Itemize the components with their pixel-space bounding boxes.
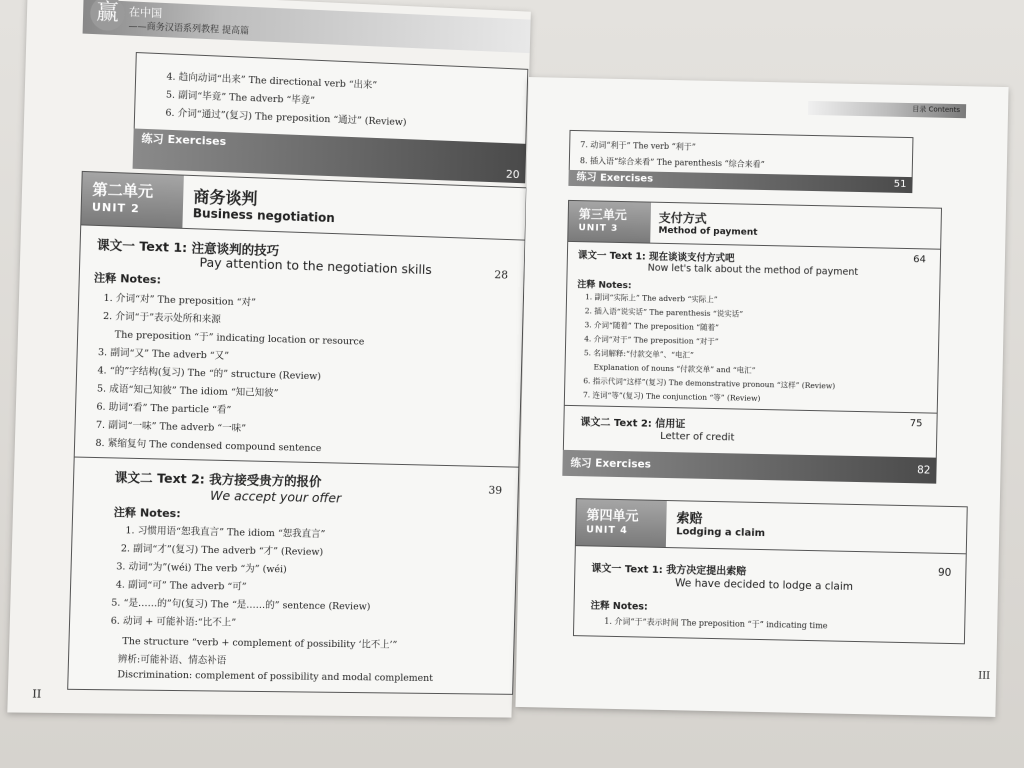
note-item: 7. 连词“等”(复习) The conjunction “等” (Review) <box>582 390 761 403</box>
book-logo: 赢 <box>90 0 125 31</box>
text1-notes-heading: 注释 Notes: <box>577 280 632 292</box>
unit4-header <box>576 499 967 554</box>
note-item: 2. 副词“才”(复习) The adverb “才” (Review) <box>120 543 324 558</box>
note-item: 4. 趋向动词“出来” The directional verb “出来” <box>166 71 378 92</box>
text1-english: We have decided to lodge a claim <box>674 577 854 593</box>
note-item: 4. “的”字结构(复习) The “的” structure (Review) <box>97 365 322 383</box>
exercises-page: 82 <box>916 464 931 477</box>
text-divider <box>75 457 519 468</box>
unit3-header <box>568 201 941 250</box>
note-item: Explanation of nouns “付款交单” and “电汇” <box>593 362 756 375</box>
note-item: 3. 动词“为”(wéi) The verb “为” (wéi) <box>116 561 287 576</box>
text2-heading: 课文二 Text 2: 我方接受贵方的报价 <box>114 469 322 490</box>
unit4-number-en: UNIT 4 <box>586 524 628 537</box>
note-item: 8. 紧缩复句 The condensed compound sentence <box>95 437 322 455</box>
unit2-header <box>81 172 526 241</box>
note-item: 6. 介词“通过”(复习) The preposition “通过” (Review) <box>165 107 407 129</box>
unit3-title-cn: 支付方式 <box>658 210 707 226</box>
note-item: 1. 副词“实际上” The adverb “实际上” <box>584 292 718 305</box>
note-item: 5. 副词“毕竟” The adverb “毕竟” <box>165 89 316 107</box>
unit4-title-en: Lodging a claim <box>676 526 766 540</box>
exercises-page: 51 <box>893 178 907 190</box>
text2-english: We accept your offer <box>209 487 342 506</box>
note-item: The structure “verb + complement of possibility ‘比不上’” <box>122 636 398 651</box>
note-item: 6. 动词 + 可能补语:“比不上” <box>110 615 237 629</box>
text1-page: 64 <box>913 254 927 266</box>
text2-notes-heading: 注释 Notes: <box>113 505 181 521</box>
note-item: 8. 插入语“综合来看” The parenthesis “综合来看” <box>579 156 765 170</box>
unit2-title-cn: 商务谈判 <box>193 187 258 209</box>
text1-heading: 课文一 Text 1: 现在谈谈支付方式吧 <box>577 250 735 265</box>
note-item: 6. 指示代词“这样”(复习) The demonstrative pronoun “这样” (Review) <box>583 376 836 391</box>
text1-english: Pay attention to the negotiation skills <box>199 254 432 278</box>
book-series: ——商务汉语系列教程 提高篇 <box>128 21 250 37</box>
right-page <box>515 77 1008 717</box>
note-item: 7. 副词“一味” The adverb “一味” <box>95 419 247 435</box>
note-item: 3. 介词“随着” The preposition “随着” <box>584 320 719 333</box>
note-item: 5. 成语“知己知彼” The idiom “知己知彼” <box>96 383 279 400</box>
note-item: 7. 动词“利于” The verb “利于” <box>580 140 696 152</box>
exercises-page: 20 <box>505 167 520 182</box>
unit4-title-cn: 索赔 <box>676 511 703 527</box>
note-item: 1. 介词“对” The preposition “对” <box>103 292 257 309</box>
unit2-number-cn: 第二单元 <box>92 180 154 201</box>
note-item: 2. 插入语“说实话” The parenthesis “说实话” <box>584 306 744 319</box>
text1-page: 28 <box>494 268 509 282</box>
note-item: 辨析:可能补语、情态补语 <box>117 654 227 667</box>
note-item: 4. 介词“对于” The preposition “对于” <box>584 334 719 347</box>
exercises-label: 练习 Exercises <box>576 172 654 185</box>
note-item: 3. 副词“又” The adverb “又” <box>97 347 230 362</box>
unit2-tag <box>81 172 184 228</box>
text-divider <box>565 405 937 414</box>
unit3-tag <box>568 201 651 243</box>
unit2-box <box>67 171 527 695</box>
text1-notes-heading: 注释 Notes: <box>93 271 162 287</box>
unit3-number-en: UNIT 3 <box>578 223 619 234</box>
note-item: The preposition “于” indicating location or resource <box>114 329 365 348</box>
left-page <box>7 0 531 718</box>
note-item: 1. 习惯用语“恕我直言” The idiom “恕我直言” <box>125 525 326 541</box>
text1-heading: 课文一 Text 1: 注意谈判的技巧 <box>96 237 280 259</box>
left-page-number: II <box>32 687 42 701</box>
text1-english: Now let's talk about the method of payment <box>647 262 859 278</box>
note-item: 1. 介词“于”表示时间 The preposition “于” indicating time <box>604 616 828 631</box>
note-item: 4. 副词“可” The adverb “可” <box>115 579 247 593</box>
unit3-number-cn: 第三单元 <box>578 207 627 223</box>
exercises-label: 练习 Exercises <box>570 457 652 471</box>
text2-heading: 课文二 Text 2: 信用证 <box>580 417 686 431</box>
note-item: 5. 名词解释:“付款交单”、“电汇” <box>583 348 694 360</box>
text1-page: 90 <box>937 566 952 580</box>
unit4-number-cn: 第四单元 <box>586 508 639 525</box>
note-item: 5. “是……的”句(复习) The “是……的” sentence (Review) <box>111 597 371 613</box>
note-item: 2. 介词“于”表示处所和来源 <box>102 310 221 326</box>
unit3-box <box>563 200 942 460</box>
unit4-box <box>573 498 968 644</box>
right-header-label: 目录 Contents <box>912 105 961 115</box>
note-item: Discrimination: complement of possibility and modal complement <box>117 669 434 685</box>
unit2-title-en: Business negotiation <box>192 206 335 226</box>
exercises-label: 练习 Exercises <box>141 131 227 149</box>
text1-heading: 课文一 Text 1: 我方决定提出索赔 <box>591 563 747 578</box>
book-brand: 在中国 <box>128 5 163 20</box>
unit2-number-en: UNIT 2 <box>91 200 140 216</box>
unit4-tag <box>576 499 667 547</box>
text2-page: 75 <box>909 418 923 430</box>
right-page-number: III <box>978 670 991 682</box>
text2-page: 39 <box>488 483 503 497</box>
note-item: 6. 助词“看” The particle “看” <box>96 401 232 416</box>
unit3-title-en: Method of payment <box>658 225 758 238</box>
text1-notes-heading: 注释 Notes: <box>590 600 648 613</box>
text2-english: Letter of credit <box>660 430 735 444</box>
